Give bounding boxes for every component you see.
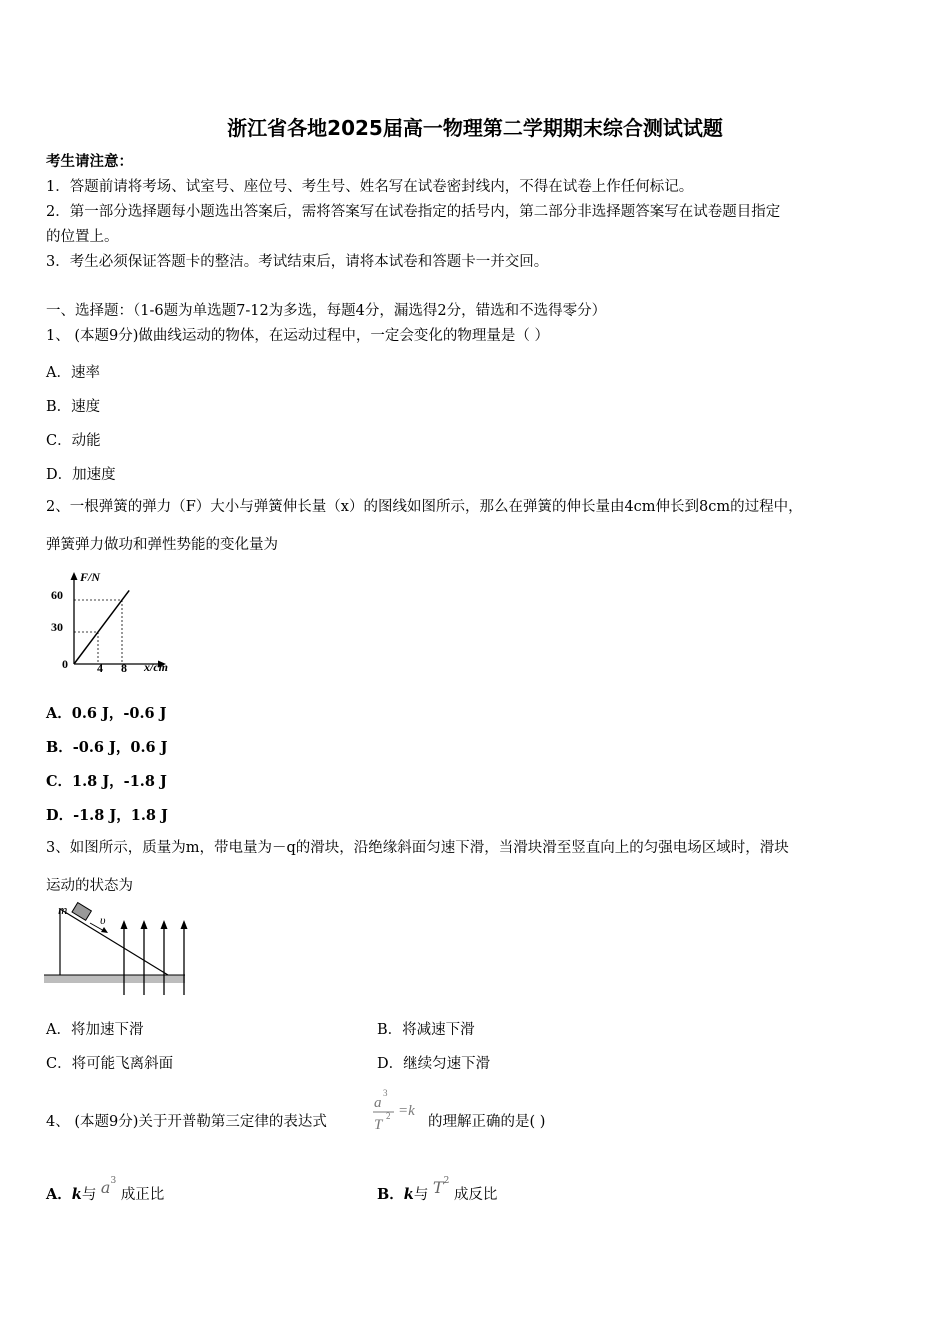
q3-stem-line2: 运动的状态为 (46, 878, 133, 894)
formula-num: a (374, 1095, 382, 1111)
q3-option-c[interactable]: C．将可能飞离斜面 (46, 1056, 174, 1072)
q2-option-d[interactable]: D．-1.8 J，1.8 J (46, 807, 168, 824)
incline-slope (60, 909, 168, 975)
q2-option-a[interactable]: A．0.6 J，-0.6 J (46, 705, 167, 722)
x-axis-label: x/cm (144, 660, 168, 674)
y-tick-30: 30 (51, 620, 63, 634)
q3-option-a[interactable]: A．将加速下滑 (46, 1022, 144, 1038)
q4-option-a-mid: 与 (81, 1187, 97, 1203)
formula-den-exp: 2 (386, 1111, 391, 1121)
notice-item-3: 3．考生必须保证答题卡的整洁。考试结束后，请将本试卷和答题卡一并交回。 (46, 254, 549, 270)
force-line (74, 590, 129, 664)
q3-option-b[interactable]: B．将减速下滑 (377, 1022, 475, 1038)
field-arrow-icon (181, 920, 188, 929)
kepler-formula (370, 1084, 430, 1134)
y-axis-arrow-icon (71, 572, 78, 580)
q2-force-extension-graph (44, 566, 184, 678)
field-arrow-icon (161, 920, 168, 929)
notice-item-2: 2．第一部分选择题每小题选出答案后，需将答案写在试卷指定的括号内，第二部分非选择题答案写在试卷题目指定 (46, 204, 781, 220)
field-arrow-icon (121, 920, 128, 929)
q4-option-b-mid: 与 (413, 1187, 429, 1203)
mass-label: m (58, 902, 68, 917)
q4-option-a-suffix: 成正比 (120, 1187, 165, 1203)
origin-label: 0 (62, 657, 68, 671)
page-title: 浙江省各地2025届高一物理第二学期期末综合测试试题 (227, 116, 723, 140)
notice-item-1: 1．答题前请将考场、试室号、座位号、考生号、姓名写在试卷密封线内，不得在试卷上作任何标记。 (46, 179, 694, 195)
q3-incline-figure (44, 900, 189, 998)
q3-option-d[interactable]: D．继续匀速下滑 (377, 1056, 491, 1072)
notice-item-2-cont: 的位置上。 (46, 229, 119, 245)
q2-stem-line1: 2、一根弹簧的弹力（F）大小与弹簧伸长量（x）的图线如图所示，那么在弹簧的伸长量由4cm伸长到8cm的过程中， (46, 499, 803, 515)
notice-heading: 考生请注意： (46, 153, 133, 170)
x-tick-8: 8 (121, 661, 127, 675)
section-heading: 一、选择题：（1-6题为单选题7-12为多选，每题4分，漏选得2分，错选和不选得零分） (46, 303, 607, 319)
q1-option-b[interactable]: B．速度 (46, 399, 101, 415)
x-tick-4: 4 (97, 661, 103, 675)
q4-option-b[interactable] (377, 1176, 498, 1204)
q4-stem-suffix: 的理解正确的是( ) (428, 1114, 546, 1130)
formula-den: T (374, 1117, 383, 1133)
q4-stem-prefix: 4、 (本题9分)关于开普勒第三定律的表达式 (46, 1114, 327, 1130)
q4-option-b-suffix: 成反比 (453, 1187, 498, 1203)
q4-option-a-prefix: A． (46, 1186, 72, 1203)
formula-rhs: =k (398, 1103, 415, 1119)
q2-option-b[interactable]: B．-0.6 J，0.6 J (46, 739, 168, 756)
q4-option-b-exp: 2 (443, 1176, 450, 1187)
q1-option-c[interactable]: C．动能 (46, 433, 101, 449)
q4-option-b-k: k (403, 1186, 414, 1203)
q1-option-d[interactable]: D．加速度 (46, 467, 116, 483)
y-axis-label: F/N (80, 570, 101, 584)
field-arrow-icon (141, 920, 148, 929)
q2-option-c[interactable]: C．1.8 J，-1.8 J (46, 773, 167, 790)
q4-option-a-k: k (71, 1186, 82, 1203)
electric-field-lines (124, 928, 184, 995)
formula-num-exp: 3 (383, 1088, 388, 1098)
q3-stem-line1: 3、如图所示，质量为m，带电量为－q的滑块，沿绝缘斜面匀速下滑，当滑块滑至竖直向上的匀强电场区域时，滑块 (46, 840, 789, 856)
y-tick-60: 60 (51, 588, 63, 602)
q4-option-b-var: T (432, 1178, 444, 1197)
q4-option-a-var: a (100, 1178, 111, 1197)
q1-option-a[interactable]: A．速率 (46, 365, 100, 381)
q4-option-a[interactable] (46, 1176, 165, 1204)
q2-stem-line2: 弹簧弹力做功和弹性势能的变化量为 (46, 537, 278, 553)
q1-stem: 1、 (本题9分)做曲线运动的物体，在运动过程中，一定会变化的物理量是（ ） (46, 328, 549, 344)
q4-option-a-exp: 3 (110, 1176, 117, 1187)
q4-option-b-prefix: B． (377, 1186, 404, 1203)
velocity-label: υ (100, 913, 106, 927)
